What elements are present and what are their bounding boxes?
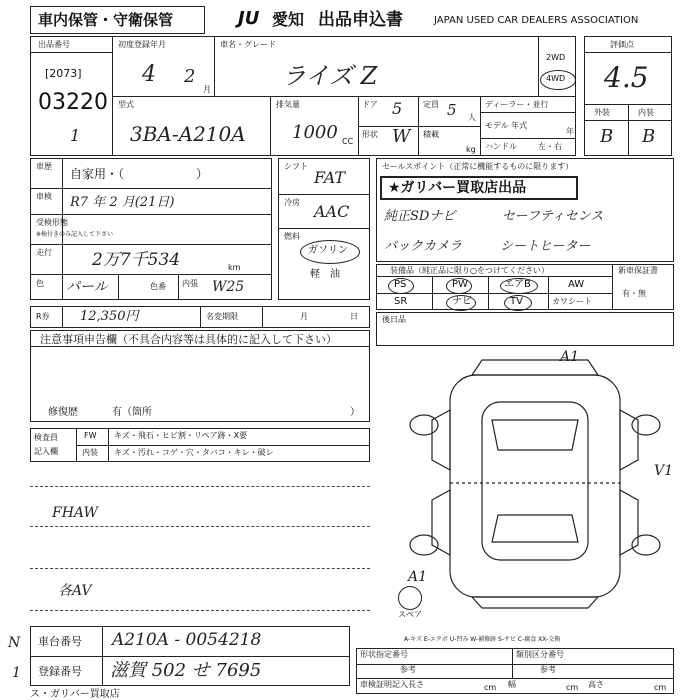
equip-pw-circle xyxy=(446,278,472,294)
fuel-diesel: 軽 油 xyxy=(310,269,340,280)
car-damage-diagram xyxy=(392,350,682,615)
fw-value: キズ・飛石・ヒビ割・リペア跡・X要 xyxy=(114,431,248,440)
cc-unit: CC xyxy=(342,137,354,146)
inspection-label: 車検 xyxy=(36,192,52,201)
form-title: 出品申込書 xyxy=(318,10,403,30)
cert-label: 車検証明記入 xyxy=(360,680,408,689)
drive-2wd: 2WD xyxy=(546,53,566,62)
rear-mark: A1 xyxy=(408,569,428,585)
inspector-label-1: 検査員 xyxy=(34,433,58,442)
exterior-label: 外装 xyxy=(594,108,610,117)
equip-ps: PS xyxy=(394,279,407,290)
side-mark-1: N xyxy=(8,635,21,651)
height-label: 高さ xyxy=(588,680,604,689)
sales-point-1: 純正SDナビ xyxy=(384,209,456,224)
notice-label: 注意事項申告欄（不具合内容等は具体的に記入して下さい） xyxy=(40,333,337,346)
inspector-label-2: 記入欄 xyxy=(34,447,58,456)
shape-label: 形状 xyxy=(362,130,378,139)
sales-point-2: セーフティセンス xyxy=(502,209,604,224)
association-label: JAPAN USED CAR DEALERS ASSOCIATION xyxy=(434,15,639,26)
ju-logo: JU xyxy=(238,8,260,29)
interior-grade: B xyxy=(642,126,656,147)
recycle-value: 12,350円 xyxy=(80,309,139,324)
first-reg-year: 4 xyxy=(142,62,156,87)
sales-stamp-text: ★ガリバー買取店出品 xyxy=(388,180,527,196)
kg-unit: kg xyxy=(466,145,476,154)
width-unit: cm xyxy=(566,683,579,692)
load-label: 積載 xyxy=(423,130,439,139)
form-number-label: 形状指定番号 xyxy=(360,650,408,659)
capacity-label: 定員 xyxy=(423,100,439,109)
first-reg-label: 初度登録年月 xyxy=(118,40,166,49)
lot-label: 出品番号 xyxy=(38,40,70,49)
name-change-month: 月 xyxy=(300,312,308,321)
sales-point-3: バックカメラ xyxy=(384,239,463,254)
class-number-label: 類別区分番号 xyxy=(516,650,564,659)
trim-label: 内張 xyxy=(182,279,198,288)
first-reg-month: 2 xyxy=(184,66,196,87)
door-value: 5 xyxy=(392,99,403,118)
equip-ps-circle xyxy=(388,278,414,294)
month-unit: 月 xyxy=(203,85,211,94)
equipment-label: 装備品（純正品に限り○をつけてください） xyxy=(390,266,549,275)
reg-value: 滋賀 502 せ 7695 xyxy=(110,660,262,681)
right-mark: V1 xyxy=(654,463,674,479)
lot-sub: [2073] xyxy=(45,67,82,80)
car-name: ライズ Z xyxy=(282,62,378,90)
recycle-label: R券 xyxy=(36,312,50,321)
model-year-label: モデル 年式 xyxy=(485,121,528,130)
sales-label: セールスポイント（正常に機能するものに限ります） xyxy=(382,162,574,171)
color-label: 色 xyxy=(36,279,44,288)
equip-pw: PW xyxy=(452,279,468,290)
history-label: 車歴 xyxy=(36,162,52,171)
later-box xyxy=(376,312,674,346)
name-change-day: 日 xyxy=(350,312,358,321)
handle-label: ハンドル xyxy=(485,142,517,151)
front-mark: A1 xyxy=(560,349,580,365)
rating-label: 評価点 xyxy=(610,40,634,49)
chassis-label: 車台番号 xyxy=(38,635,82,648)
repair-close: ） xyxy=(350,407,360,418)
length-label: 長さ xyxy=(408,680,424,689)
mileage-label: 走行 xyxy=(36,248,52,257)
color-value: パール xyxy=(66,279,108,295)
damage-legend: A-キズ E-エクボ U-凹み W-補修跡 S-サビ C-腐食 XX-交換 xyxy=(404,636,561,643)
warranty-value: 有・無 xyxy=(622,289,646,298)
equip-aw: AW xyxy=(568,279,585,290)
displacement-label: 排気量 xyxy=(276,100,300,109)
received-label: 受検形態 xyxy=(36,218,68,227)
displacement-value: 1000 xyxy=(292,122,338,143)
equip-sr: SR xyxy=(394,296,408,307)
equip-navi-circle xyxy=(446,295,476,311)
mileage-value: 2万7千534 xyxy=(92,250,181,270)
region-label: 愛知 xyxy=(272,10,305,29)
length-unit: cm xyxy=(484,683,497,692)
warranty-label: 新車保証書 xyxy=(618,266,658,275)
bottom-stamp: ス・ガリバー買取店 xyxy=(30,689,120,700)
chassis-value: A210A - 0054218 xyxy=(112,630,262,650)
height-unit: cm xyxy=(654,683,667,692)
ref-label-2: 参考 xyxy=(540,665,556,674)
handle-value: 左・右 xyxy=(538,142,562,151)
interior-label: 内装 xyxy=(638,108,654,117)
fuel-gasoline: ガソリン xyxy=(308,245,348,256)
equip-leather: カワシート xyxy=(552,297,592,306)
ac-value: AAC xyxy=(314,202,350,221)
later-label: 後日品 xyxy=(382,315,406,324)
interior-inspect-label: 内装 xyxy=(82,448,98,457)
lot-note: 1 xyxy=(70,126,81,145)
trim-value: W25 xyxy=(212,279,245,295)
repair-label: 修復歴 xyxy=(48,407,78,418)
door-label: ドア xyxy=(362,100,378,109)
ac-label: 冷房 xyxy=(284,198,300,207)
exterior-grade: B xyxy=(600,126,614,147)
capacity-value: 5 xyxy=(447,101,457,119)
equip-tv-circle xyxy=(504,295,532,311)
reg-label: 登録番号 xyxy=(38,665,82,678)
car-name-label: 車名・グレード xyxy=(220,40,276,49)
year-unit: 年 xyxy=(566,127,574,136)
inspection-value: R7 年 2 月(21日) xyxy=(70,195,175,210)
equip-airbag-circle xyxy=(500,278,538,294)
fuel-label: 燃料 xyxy=(284,232,300,241)
model-value: 3BA-A210A xyxy=(130,122,246,146)
remark-1: FHAW xyxy=(52,505,98,521)
color-no-label: 色番 xyxy=(150,282,166,291)
repair-value: 有（箇所 xyxy=(112,407,152,418)
ref-label-1: 参考 xyxy=(400,665,416,674)
remark-2: 各AV xyxy=(58,583,92,599)
history-value: 自家用・（ ） xyxy=(70,167,209,181)
equip-tv: TV xyxy=(510,296,523,307)
shift-value: FAT xyxy=(314,168,346,187)
shape-value: W xyxy=(392,126,411,147)
fw-label: FW xyxy=(84,431,97,440)
side-mark-2: 1 xyxy=(12,665,21,681)
width-label: 幅 xyxy=(508,680,516,689)
name-change-label: 名変期限 xyxy=(206,312,238,321)
sales-point-4: シートヒーター xyxy=(500,239,591,254)
interior-inspect-value: キズ・汚れ・コゲ・穴・タバコ・キレ・破レ xyxy=(114,448,274,457)
model-label: 型式 xyxy=(118,100,134,109)
equip-airbag: エアB xyxy=(504,279,531,290)
km-unit: km xyxy=(228,263,241,272)
dealer-label: ディーラー・並行 xyxy=(485,100,549,109)
spare-label: スペア xyxy=(398,610,422,619)
received-note: ※検付きのみ記入して下さい xyxy=(36,231,114,238)
lot-number: 03220 xyxy=(38,90,108,115)
equip-navi: ナビ xyxy=(452,296,472,307)
storage-label: 車内保管・守衛保管 xyxy=(38,11,174,29)
shift-label: シフト xyxy=(284,162,308,171)
drive-4wd: 4WD xyxy=(546,74,566,83)
person-unit: 人 xyxy=(468,113,476,122)
spare-icon xyxy=(398,586,422,610)
rating-score: 4.5 xyxy=(604,61,649,94)
